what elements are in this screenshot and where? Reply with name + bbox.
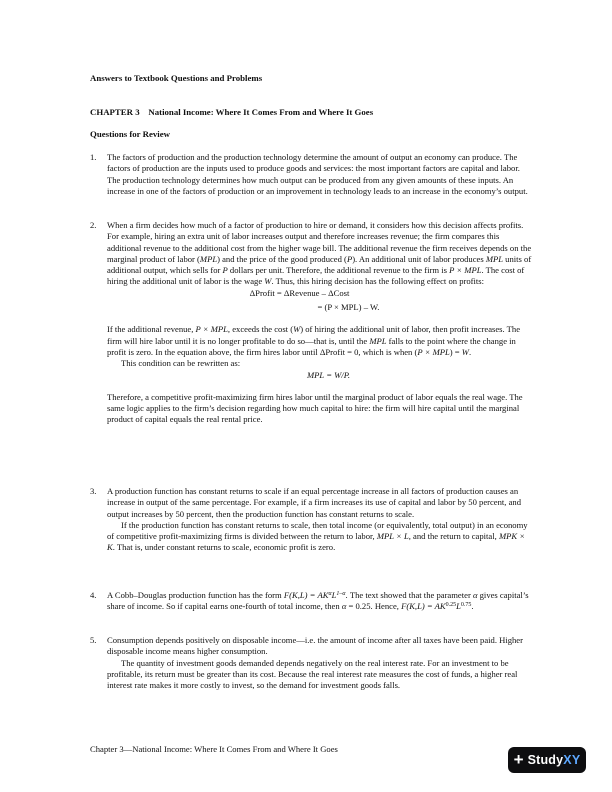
document-title: Answers to Textbook Questions and Problems xyxy=(90,73,263,83)
studyxy-logo: StudyXY xyxy=(527,753,581,767)
answer-4 xyxy=(90,590,532,613)
profit-equation-1: ΔProfit = ΔRevenue – ΔCost xyxy=(249,287,350,298)
studyxy-badge[interactable] xyxy=(508,747,586,773)
profit-equation-2: = (P × MPL) – W. xyxy=(317,302,380,313)
chapter-heading: CHAPTER 3 National Income: Where It Comes From and Where It Goes xyxy=(90,107,374,117)
answer-number: 1. xyxy=(90,152,97,162)
answer-5-paragraph-2: The quantity of investment goods demanded depends negatively on the real interest rate. For an investment to be profitable, its return must be greater than its cost. Because the real interest rate measures the cost of funds, a higher real interest rate makes it more costly to invest, so the demand for investment goods falls. xyxy=(107,657,518,691)
answer-2-paragraph-3: This condition can be rewritten as: xyxy=(121,358,241,369)
section-heading: Questions for Review xyxy=(90,129,170,139)
answer-2-paragraph-2: If the additional revenue, P × MPL, exceeds the cost (W) of hiring the additional unit of labor, then profit increases. The firm will hire labor until it is no longer profitable to do so—that is, until the MPL falls to the point where the change in profit is zero. In the equation above, the firm hires labor until ΔProfit = 0, which is when (P × MPL) = W. xyxy=(107,324,521,357)
answer-5 xyxy=(90,635,532,691)
answer-3 xyxy=(90,486,532,554)
answer-2-paragraph-1: When a firm decides how much of a factor of production to hire or demand, it considers how this decision affects profits. For example, hiring an extra unit of labor increases output and therefore increases revenue; the firm compares this additional revenue to the additional cost from the higher wage bill. The additional revenue the firm receives depends on the marginal product of labor (MPL) and the price of the good produced (P). An additional unit of labor produces MPL units of additional output, which sells for P dollars per unit. Therefore, the additional revenue to the firm is P × MPL. The cost of hiring the additional unit of labor is the wage W. Thus, this hiring decision has the following effect on profits: xyxy=(107,220,532,287)
plus-icon: + xyxy=(513,749,524,769)
answer-number: 3. xyxy=(90,486,97,496)
answer-1 xyxy=(90,152,532,197)
answer-number: 5. xyxy=(90,635,97,645)
answer-number: 4. xyxy=(90,590,97,600)
answer-1-text: The factors of production and the production technology determine the amount of output an economy can produce. The factors of production are the inputs used to produce goods and services: the most important factors are capital and labor. The production technology determines how much output can be produced from any given amounts of these inputs. An increase in one of the factors of production or an improvement in technology leads to an increase in the economy’s output. xyxy=(107,152,528,196)
answer-3-paragraph-1: A production function has constant returns to scale if an equal percentage increase in all factors of production causes an increase in output of the same percentage. For example, if a firm increases its use of capital and labor by 50 percent, and output increases by 50 percent, then the production function has constant returns to scale. xyxy=(107,486,522,519)
answer-number: 2. xyxy=(90,220,97,230)
answer-4-text: A Cobb–Douglas production function has the form $F(K,L) = AK^\alpha L^{1-\alpha}$. The text showed that the parameter α gives capital’s share of income. So if capital earns one-fourth of total income, then α = 0.25. Hence, $F(K,L) = AK^{0.25}L^{0.75}$. xyxy=(107,590,529,612)
page-footer: Chapter 3—National Income: Where It Comes From and Where It Goes xyxy=(90,744,338,754)
answer-2-paragraph-4: Therefore, a competitive profit-maximizing firm hires labor until the marginal product of labor equals the real wage. The same logic applies to the firm’s decision regarding how much capital to hire: the firm will hire capital until the marginal product of capital equals the real rental price. xyxy=(107,391,523,425)
answer-2 xyxy=(90,220,532,426)
answer-5-paragraph-1: Consumption depends positively on disposable income—i.e. the amount of income after all taxes have been paid. Higher disposable income means higher consumption. xyxy=(107,635,523,657)
real-wage-equation: MPL = W/P. xyxy=(307,369,350,380)
answer-3-paragraph-2: If the production function has constant returns to scale, then total income (or equivalently, total output) in an economy of competitive profit-maximizing firms is divided between the return to labor, MPL × L, and the return to capital, MPK × K. That is, under constant returns to scale, economic profit is zero. xyxy=(107,519,528,553)
